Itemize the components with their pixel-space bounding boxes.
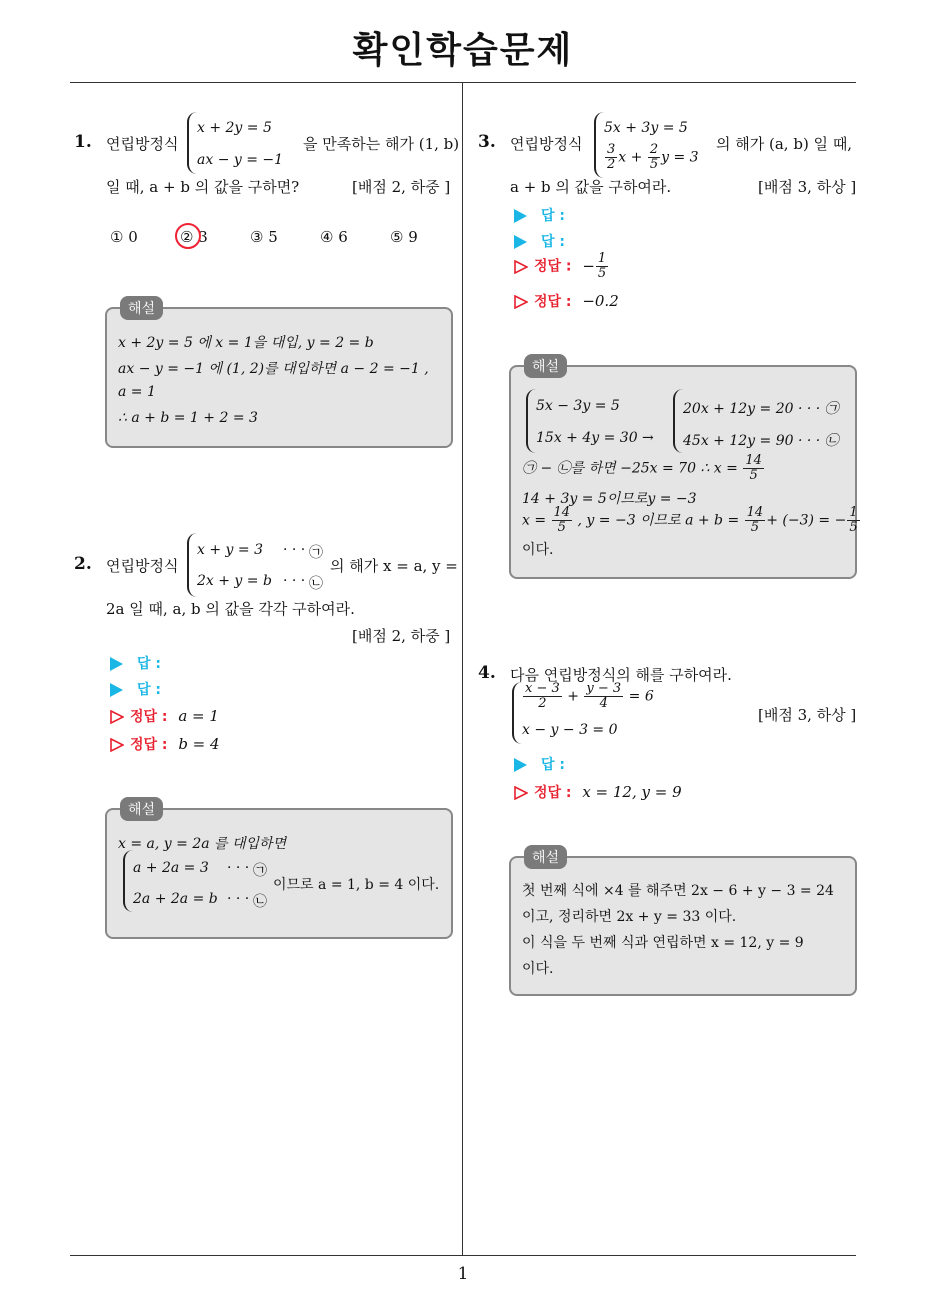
solution-line: x + 2y = 5 에 x = 1을 대입, y = 2 = b xyxy=(118,335,374,351)
solution-equation-2: 15x + 4y = 30 → xyxy=(536,430,654,446)
fraction-denominator: 2 xyxy=(538,696,547,711)
solution-brace xyxy=(673,389,683,453)
equation-dots: · · · xyxy=(227,891,250,907)
score-label: [배점 3, 하상 ] xyxy=(758,178,857,196)
equation-marker-1: ㉠ xyxy=(309,545,323,561)
question-lead: 연립방정식 xyxy=(510,135,583,153)
correct-answer-row xyxy=(514,291,619,311)
question-number: 4. xyxy=(478,663,496,683)
equation-1: x + 2y = 5 xyxy=(197,120,272,136)
choice-2[interactable]: ② 3 xyxy=(180,228,208,246)
equation-2: 2x + y = b xyxy=(197,573,272,589)
question-number: 3. xyxy=(478,132,496,152)
solution-text: + (−3) = − xyxy=(766,512,847,529)
page-title: 확인학습문제 xyxy=(352,30,574,71)
solution-tag: 해설 xyxy=(120,797,163,821)
correct-answer-row xyxy=(514,252,609,281)
solution-line: 이 식을 두 번째 식과 연립하면 x = 12, y = 9 xyxy=(522,935,804,951)
solution-text: ㉠ − ㉡를 하면 −25x = 70 ∴ x = xyxy=(522,460,738,477)
correct-arrow-icon xyxy=(110,710,124,724)
solution-line: ax − y = −1 에 (1, 2)를 대입하면 a − 2 = −1 , xyxy=(118,361,429,377)
question-number: 1. xyxy=(74,132,92,152)
solution-text: , y = −3 이므로 a + b = xyxy=(577,512,740,529)
answer-row[interactable] xyxy=(514,231,565,251)
question-lead: 다음 연립방정식의 해를 구하여라. xyxy=(510,666,732,684)
equation-2-y: y = 3 xyxy=(661,149,699,166)
question-lead: 연립방정식 xyxy=(106,557,179,575)
equation-brace xyxy=(512,682,522,744)
score-label: [배점 3, 하상 ] xyxy=(758,706,857,724)
solution-brace xyxy=(526,389,536,453)
solution-line: ∴ a + b = 1 + 2 = 3 xyxy=(118,410,258,426)
equation-dots: · · · xyxy=(227,860,250,876)
choice-4[interactable]: ④ 6 xyxy=(320,228,348,246)
equation-2: x − y − 3 = 0 xyxy=(522,722,618,738)
question-lead: 연립방정식 xyxy=(106,135,179,153)
correct-answer-row xyxy=(110,734,220,754)
solution-equation-1: 5x − 3y = 5 xyxy=(536,398,620,414)
equation-brace xyxy=(187,112,197,174)
answer-arrow-icon xyxy=(514,235,527,249)
answer-label: 답 : xyxy=(541,208,565,224)
fraction-denominator: 5 xyxy=(649,157,659,172)
choice-5[interactable]: ⑤ 9 xyxy=(390,228,418,246)
correct-arrow-icon xyxy=(110,738,124,752)
equation-marker-1: ㉠ xyxy=(253,863,267,879)
solution-line: 14 + 3y = 5이므로y = −3 xyxy=(522,491,697,507)
fraction-numerator: 14 xyxy=(553,505,571,520)
equation-dots: · · · xyxy=(283,573,306,589)
question-line-2: a + b 의 값을 구하여라. xyxy=(510,178,672,196)
solution-line xyxy=(522,454,765,483)
correct-answer-row xyxy=(514,782,682,802)
footer-rule xyxy=(70,1255,856,1256)
solution-tag: 해설 xyxy=(120,296,163,320)
answer-arrow-icon xyxy=(110,683,123,697)
solution-line: 이다. xyxy=(522,542,554,558)
fraction-denominator: 4 xyxy=(599,696,608,711)
fraction-numerator: x − 3 xyxy=(525,681,560,696)
fraction-numerator: y − 3 xyxy=(586,681,622,696)
question-tail: 을 만족하는 해가 (1, b) xyxy=(303,135,460,153)
equation-1: x + y = 3 xyxy=(197,542,263,558)
solution-tag: 해설 xyxy=(524,845,567,869)
correct-value: −0.2 xyxy=(582,292,619,310)
answer-arrow-icon xyxy=(110,657,123,671)
answer-label: 답 : xyxy=(541,757,565,773)
solution-equation-3: 20x + 12y = 20 · · · ㉠ xyxy=(683,401,839,417)
score-label: [배점 2, 하중 ] xyxy=(352,178,451,196)
correct-label: 정답 : xyxy=(130,709,168,725)
plus-sign: + xyxy=(567,688,579,705)
solution-tag: 해설 xyxy=(524,354,567,378)
column-divider xyxy=(462,83,463,1256)
correct-value-sign: − xyxy=(582,256,595,275)
equation-2: ax − y = −1 xyxy=(197,152,284,168)
answer-row[interactable] xyxy=(514,754,565,774)
fraction-numerator: 2 xyxy=(649,142,659,157)
solution-equation-1: a + 2a = 3 xyxy=(133,860,209,876)
equation-dots: · · · xyxy=(283,542,306,558)
equation-rhs: = 6 xyxy=(628,688,654,705)
equation-marker-2: ㉡ xyxy=(253,894,267,910)
fraction-numerator: 1 xyxy=(597,251,607,266)
solution-line xyxy=(522,506,861,535)
fraction-denominator: 5 xyxy=(750,520,760,535)
correct-arrow-icon xyxy=(514,295,528,309)
correct-arrow-icon xyxy=(514,786,528,800)
question-tail: 의 해가 x = a, y = xyxy=(330,557,458,575)
solution-line: x = a, y = 2a 를 대입하면 xyxy=(118,836,287,852)
answer-row[interactable] xyxy=(110,653,161,673)
solution-text: x = xyxy=(522,512,547,529)
solution-line: 이다. xyxy=(522,961,554,977)
fraction-numerator: 14 xyxy=(745,453,762,468)
correct-label: 정답 : xyxy=(534,294,572,310)
equation-marker-2: ㉡ xyxy=(309,576,323,592)
fraction-denominator: 5 xyxy=(597,266,607,281)
question-number: 2. xyxy=(74,554,92,574)
header-rule xyxy=(70,82,856,83)
question-line-2: 2a 일 때, a, b 의 값을 각각 구하여라. xyxy=(106,600,355,618)
solution-box xyxy=(105,808,453,939)
fraction-denominator: 5 xyxy=(557,520,566,535)
answer-label: 답 : xyxy=(541,234,565,250)
solution-brace xyxy=(123,850,133,912)
correct-arrow-icon xyxy=(514,260,528,274)
answer-row[interactable] xyxy=(514,205,565,225)
equation-1 xyxy=(522,682,654,711)
solution-line: 첫 번째 식에 ×4 를 해주면 2x − 6 + y − 3 = 24 xyxy=(522,883,834,899)
fraction-denominator: 5 xyxy=(749,468,758,483)
correct-value: x = 12, y = 9 xyxy=(582,783,682,801)
answer-label: 답 : xyxy=(137,656,161,672)
correct-answer-row xyxy=(110,706,219,726)
page-number: 1 xyxy=(457,1264,469,1284)
solution-equation-4: 45x + 12y = 90 · · · ㉡ xyxy=(683,433,839,449)
fraction-numerator: 3 xyxy=(607,142,616,157)
selected-choice-mark xyxy=(175,223,201,249)
answer-row[interactable] xyxy=(110,679,161,699)
answer-label: 답 : xyxy=(137,682,161,698)
fraction-denominator: 2 xyxy=(607,157,616,172)
score-label: [배점 2, 하중 ] xyxy=(352,627,451,645)
fraction-numerator: 1 xyxy=(849,505,858,520)
equation-brace xyxy=(594,112,604,178)
solution-line: 이고, 정리하면 2x + y = 33 이다. xyxy=(522,909,737,925)
solution-box xyxy=(105,307,453,448)
correct-value: b = 4 xyxy=(178,735,220,753)
correct-value: a = 1 xyxy=(178,707,219,725)
choice-3[interactable]: ③ 5 xyxy=(250,228,278,246)
equation-brace xyxy=(187,533,197,597)
question-line-2: 일 때, a + b 의 값을 구하면? xyxy=(106,178,300,196)
equation-1: 5x + 3y = 5 xyxy=(604,120,688,136)
correct-label: 정답 : xyxy=(130,737,168,753)
correct-label: 정답 : xyxy=(534,258,572,275)
question-tail: 의 해가 (a, b) 일 때, xyxy=(716,135,853,153)
equation-2 xyxy=(604,143,699,172)
choice-1[interactable]: ① 0 xyxy=(110,228,138,246)
solution-box xyxy=(509,856,857,996)
solution-line: a = 1 xyxy=(118,384,156,400)
correct-label: 정답 : xyxy=(534,785,572,801)
solution-box xyxy=(509,365,857,579)
solution-equation-2: 2a + 2a = b xyxy=(133,891,218,907)
fraction-denominator: 5 xyxy=(849,520,858,535)
equation-2-x: x + xyxy=(618,149,643,166)
solution-conclusion: 이므로 a = 1, b = 4 이다. xyxy=(273,877,440,893)
answer-arrow-icon xyxy=(514,209,527,223)
fraction-numerator: 14 xyxy=(746,505,764,520)
answer-arrow-icon xyxy=(514,758,527,772)
